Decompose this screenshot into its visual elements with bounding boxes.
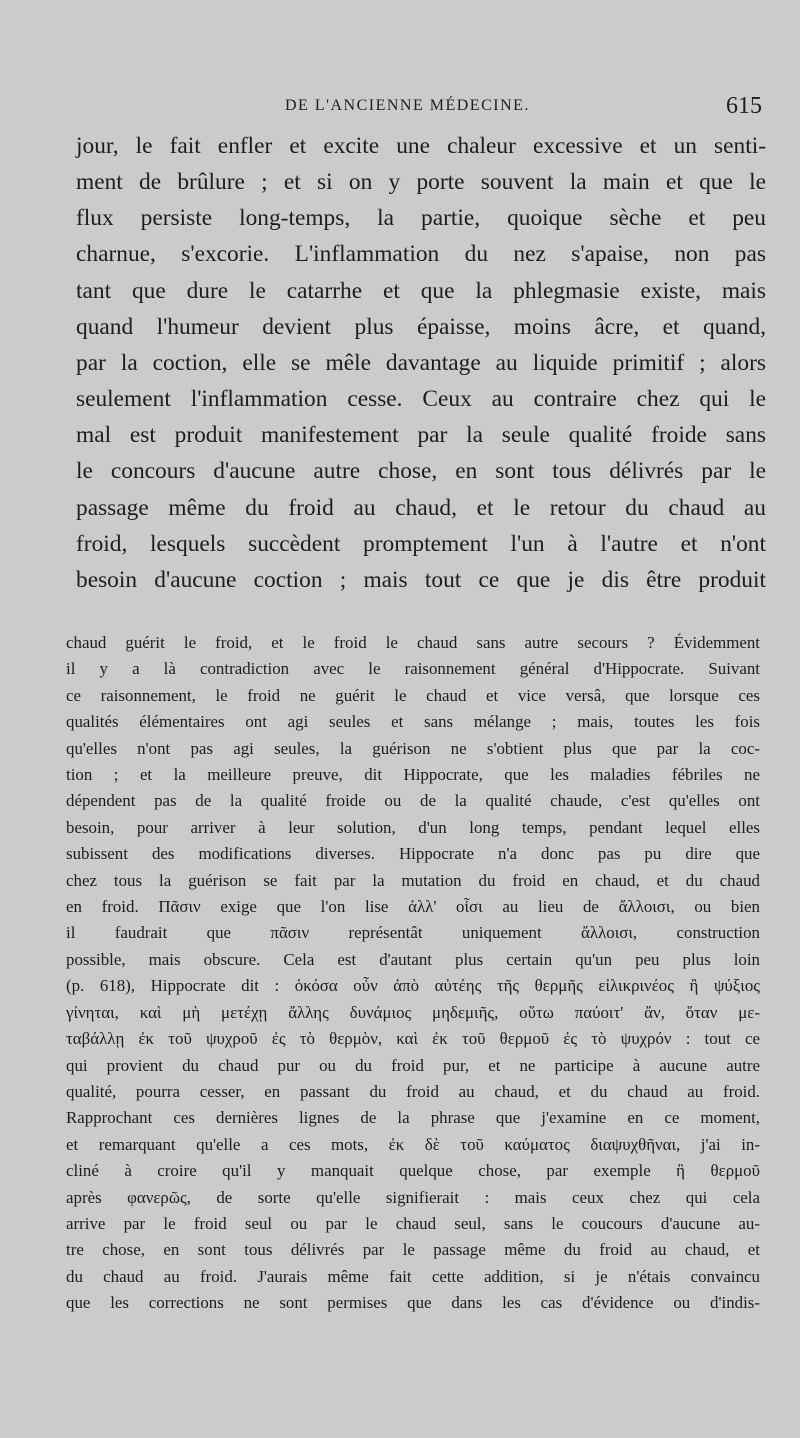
- note-line: γίνηται, καὶ μὴ μετέχῃ ἄλλης δυνάμιος μηδεμιῆς, οὕτω παύοιτ' ἄν, ὅταν με-: [66, 1002, 760, 1022]
- note-line: il y a là contradiction avec le raisonnement général d'Hippocrate. Suivant: [66, 659, 760, 679]
- main-line: flux persiste long-temps, la partie, quoique sèche et peu: [76, 205, 766, 232]
- note-line: ce raisonnement, le froid ne guérit le chaud et vice versâ, que lorsque ces: [66, 685, 760, 705]
- note-line: chez tous la guérison se fait par la mutation du froid en chaud, et du chaud: [66, 870, 760, 890]
- main-line: charnue, s'excorie. L'inflammation du nez s'apaise, non pas: [76, 241, 766, 268]
- note-line: tion ; et la meilleure preuve, dit Hippocrate, que les maladies fébriles ne: [66, 765, 760, 785]
- note-line: en froid. Πᾶσιν exige que l'on lise ἀλλ' οἷσι au lieu de ἄλλοισι, ou bien: [66, 897, 760, 917]
- main-line: mal est produit manifestement par la seule qualité froide sans: [76, 422, 766, 449]
- main-line: quand l'humeur devient plus épaisse, moins âcre, et quand,: [76, 313, 766, 340]
- main-line: passage même du froid au chaud, et le retour du chaud au: [76, 494, 766, 521]
- main-line: tant que dure le catarrhe et que la phlegmasie existe, mais: [76, 277, 766, 304]
- note-line: tre chose, en sont tous délivrés par le passage même du froid au chaud, et: [66, 1240, 760, 1260]
- note-line: dépendent pas de la qualité froide ou de la qualité chaude, c'est qu'elles ont: [66, 791, 760, 811]
- note-line: besoin, pour arriver à leur solution, d'un long temps, pendant lequel elles: [66, 817, 760, 837]
- note-line: que les corrections ne sont permises que dans les cas d'évidence ou d'indis-: [66, 1293, 760, 1313]
- note-line: du chaud au froid. J'aurais même fait cette addition, si je n'étais convaincu: [66, 1266, 760, 1286]
- note-line: qu'elles n'ont pas agi seules, la guérison ne s'obtient plus que par la coc-: [66, 738, 760, 758]
- main-line: le concours d'aucune autre chose, en sont tous délivrés par le: [76, 458, 766, 485]
- footnote-block: [66, 630, 760, 1317]
- note-line: (p. 618), Hippocrate dit : ὁκόσα οὖν ἀπὸ αὐτέης τῆς θερμῆς εἰλικρινέος ἢ ψύξιος: [66, 976, 760, 996]
- main-text-block: [76, 128, 766, 598]
- note-line: ταβάλλῃ ἐκ τοῦ ψυχροῦ ἐς τὸ θερμὸν, καὶ ἐκ τοῦ θερμοῦ ἐς τὸ ψυχρόν : tout ce: [66, 1029, 760, 1049]
- page-number: 615: [726, 93, 762, 119]
- note-line: qualités élémentaires ont agi seules et sans mélange ; mais, toutes les fois: [66, 712, 760, 732]
- running-head: DE L'ANCIENNE MÉDECINE.: [285, 97, 530, 114]
- note-line: après φανερῶς, de sorte qu'elle signifierait : mais ceux chez qui cela: [66, 1187, 760, 1207]
- note-line: arrive par le froid seul ou par le chaud seul, sans le coucours d'aucune au-: [66, 1213, 760, 1233]
- main-line: besoin d'aucune coction ; mais tout ce que je dis être produit: [76, 566, 766, 593]
- note-line: possible, mais obscure. Cela est d'autant plus certain qu'un peu plus loin: [66, 949, 760, 969]
- note-line: Rapprochant ces dernières lignes de la phrase que j'examine en ce moment,: [66, 1108, 760, 1128]
- main-line: ment de brûlure ; et si on y porte souvent la main et que le: [76, 169, 766, 196]
- note-line: qui provient du chaud pur ou du froid pur, et ne participe à aucune autre: [66, 1055, 760, 1075]
- note-line: cliné à croire qu'il y manquait quelque chose, par exemple ἢ θερμοῦ: [66, 1161, 760, 1181]
- page-header: [0, 93, 800, 121]
- main-line: froid, lesquels succèdent promptement l'un à l'autre et n'ont: [76, 530, 766, 557]
- note-line: il faudrait que πᾶσιν représentât uniquement ἄλλοισι, construction: [66, 923, 760, 943]
- main-line: par la coction, elle se mêle davantage au liquide primitif ; alors: [76, 349, 766, 376]
- main-line: jour, le fait enfler et excite une chaleur excessive et un senti-: [76, 133, 766, 159]
- note-line: et remarquant qu'elle a ces mots, ἐκ δὲ τοῦ καύματος διαψυχθῆναι, j'ai in-: [66, 1134, 760, 1154]
- note-line: chaud guérit le froid, et le froid le chaud sans autre secours ? Évidemment: [66, 633, 760, 652]
- note-line: qualité, pourra cesser, en passant du froid au chaud, et du chaud au froid.: [66, 1081, 760, 1101]
- main-line: seulement l'inflammation cesse. Ceux au contraire chez qui le: [76, 386, 766, 413]
- note-line: subissent des modifications diverses. Hippocrate n'a donc pas pu dire que: [66, 844, 760, 864]
